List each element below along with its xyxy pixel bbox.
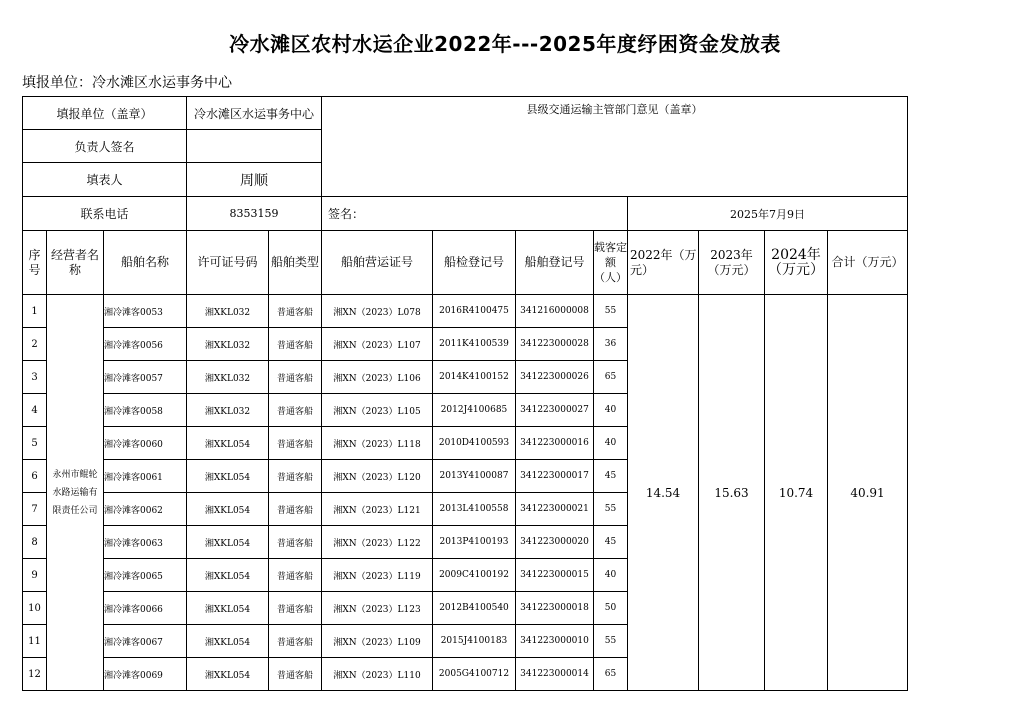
col-license: 许可证号码	[187, 231, 269, 295]
row-inspection: 2015J4100183	[433, 625, 516, 658]
row-seq: 5	[23, 427, 47, 460]
row-license: 湘XKL032	[187, 295, 269, 328]
row-ship-name: 湘冷滩客0063	[104, 526, 187, 559]
row-ship-name: 湘冷滩客0065	[104, 559, 187, 592]
row-inspection: 2009C4100192	[433, 559, 516, 592]
row-ship-type: 普通客船	[269, 295, 322, 328]
row-capacity: 40	[594, 394, 628, 427]
row-registration: 341223000016	[516, 427, 594, 460]
row-license: 湘XKL054	[187, 559, 269, 592]
row-license: 湘XKL054	[187, 658, 269, 691]
col-ship-type: 船舶类型	[269, 231, 322, 295]
row-seq: 3	[23, 361, 47, 394]
row-registration: 341223000010	[516, 625, 594, 658]
row-inspection: 2012J4100685	[433, 394, 516, 427]
leader-value	[187, 130, 322, 163]
row-ship-type: 普通客船	[269, 460, 322, 493]
row-registration: 341223000027	[516, 394, 594, 427]
row-ship-type: 普通客船	[269, 394, 322, 427]
row-license: 湘XKL054	[187, 625, 269, 658]
row-ship-type: 普通客船	[269, 526, 322, 559]
row-ship-type: 普通客船	[269, 427, 322, 460]
unit-label: 填报单位（盖章）	[23, 97, 187, 130]
leader-label: 负责人签名	[23, 130, 187, 163]
row-ship-name: 湘冷滩客0062	[104, 493, 187, 526]
col-capacity: 载客定额（人）	[594, 231, 628, 295]
col-seq: 序号	[23, 231, 47, 295]
row-capacity: 65	[594, 361, 628, 394]
row-inspection: 2013Y4100087	[433, 460, 516, 493]
row-capacity: 50	[594, 592, 628, 625]
col-total: 合计（万元）	[828, 231, 908, 295]
row-license: 湘XKL032	[187, 394, 269, 427]
row-ship-type: 普通客船	[269, 361, 322, 394]
row-seq: 6	[23, 460, 47, 493]
row-operation-cert: 湘XN（2023）L118	[322, 427, 433, 460]
dept-opinion: 县级交通运输主管部门意见（盖章）	[322, 97, 908, 197]
row-registration: 341223000017	[516, 460, 594, 493]
page-title: 冷水滩区农村水运企业2022年---2025年度纾困资金发放表	[229, 32, 781, 56]
reporting-unit-line: 填报单位：冷水滩区水运事务中心	[22, 75, 232, 91]
row-seq: 9	[23, 559, 47, 592]
row-capacity: 40	[594, 427, 628, 460]
row-license: 湘XKL054	[187, 460, 269, 493]
row-ship-type: 普通客船	[269, 559, 322, 592]
row-inspection: 2012B4100540	[433, 592, 516, 625]
operator-name: 永州市鲲轮水路运输有限责任公司	[47, 295, 104, 691]
row-license: 湘XKL032	[187, 328, 269, 361]
row-registration: 341223000020	[516, 526, 594, 559]
unit-value: 冷水滩区水运事务中心	[187, 97, 322, 130]
row-inspection: 2016R4100475	[433, 295, 516, 328]
total-2024: 10.74	[765, 295, 828, 691]
filler-value: 周顺	[187, 163, 322, 197]
row-ship-name: 湘冷滩客0057	[104, 361, 187, 394]
col-operation-cert: 船舶营运证号	[322, 231, 433, 295]
row-seq: 8	[23, 526, 47, 559]
row-operation-cert: 湘XN（2023）L109	[322, 625, 433, 658]
row-seq: 7	[23, 493, 47, 526]
row-registration: 341216000008	[516, 295, 594, 328]
phone-label: 联系电话	[23, 197, 187, 231]
row-inspection: 2011K4100539	[433, 328, 516, 361]
row-capacity: 55	[594, 493, 628, 526]
row-license: 湘XKL054	[187, 526, 269, 559]
col-inspection: 船检登记号	[433, 231, 516, 295]
row-license: 湘XKL032	[187, 361, 269, 394]
phone-value: 8353159	[187, 197, 322, 231]
row-registration: 341223000028	[516, 328, 594, 361]
row-ship-name: 湘冷滩客0060	[104, 427, 187, 460]
row-operation-cert: 湘XN（2023）L121	[322, 493, 433, 526]
total-2022: 14.54	[628, 295, 699, 691]
total-sum: 40.91	[828, 295, 908, 691]
subsidy-table	[22, 96, 908, 691]
row-seq: 2	[23, 328, 47, 361]
row-capacity: 45	[594, 526, 628, 559]
row-operation-cert: 湘XN（2023）L106	[322, 361, 433, 394]
row-ship-type: 普通客船	[269, 625, 322, 658]
row-registration: 341223000026	[516, 361, 594, 394]
row-license: 湘XKL054	[187, 427, 269, 460]
filler-label: 填表人	[23, 163, 187, 197]
row-capacity: 45	[594, 460, 628, 493]
row-ship-type: 普通客船	[269, 592, 322, 625]
row-operation-cert: 湘XN（2023）L078	[322, 295, 433, 328]
row-operation-cert: 湘XN（2023）L120	[322, 460, 433, 493]
row-capacity: 55	[594, 625, 628, 658]
col-2024: 2024年（万元）	[765, 231, 828, 295]
row-operation-cert: 湘XN（2023）L107	[322, 328, 433, 361]
row-capacity: 36	[594, 328, 628, 361]
row-ship-type: 普通客船	[269, 328, 322, 361]
row-operation-cert: 湘XN（2023）L122	[322, 526, 433, 559]
row-inspection: 2010D4100593	[433, 427, 516, 460]
row-operation-cert: 湘XN（2023）L123	[322, 592, 433, 625]
row-inspection: 2014K4100152	[433, 361, 516, 394]
row-ship-type: 普通客船	[269, 658, 322, 691]
row-operation-cert: 湘XN（2023）L119	[322, 559, 433, 592]
row-inspection: 2013L4100558	[433, 493, 516, 526]
row-seq: 4	[23, 394, 47, 427]
sign-label: 签名：	[322, 197, 628, 231]
row-ship-name: 湘冷滩客0058	[104, 394, 187, 427]
row-license: 湘XKL054	[187, 592, 269, 625]
row-seq: 11	[23, 625, 47, 658]
row-registration: 341223000021	[516, 493, 594, 526]
col-operator: 经营者名称	[47, 231, 104, 295]
row-ship-name: 湘冷滩客0056	[104, 328, 187, 361]
row-registration: 341223000014	[516, 658, 594, 691]
table-row	[23, 295, 908, 328]
row-seq: 12	[23, 658, 47, 691]
row-ship-name: 湘冷滩客0069	[104, 658, 187, 691]
row-operation-cert: 湘XN（2023）L110	[322, 658, 433, 691]
row-ship-name: 湘冷滩客0053	[104, 295, 187, 328]
row-license: 湘XKL054	[187, 493, 269, 526]
row-operation-cert: 湘XN（2023）L105	[322, 394, 433, 427]
row-inspection: 2013P4100193	[433, 526, 516, 559]
row-ship-type: 普通客船	[269, 493, 322, 526]
row-seq: 1	[23, 295, 47, 328]
row-capacity: 55	[594, 295, 628, 328]
col-2023: 2023年（万元）	[699, 231, 765, 295]
col-2022: 2022年（万元）	[628, 231, 699, 295]
row-capacity: 40	[594, 559, 628, 592]
row-inspection: 2005G4100712	[433, 658, 516, 691]
col-registration: 船舶登记号	[516, 231, 594, 295]
row-seq: 10	[23, 592, 47, 625]
row-ship-name: 湘冷滩客0066	[104, 592, 187, 625]
date: 2025年7月9日	[628, 197, 908, 231]
col-ship-name: 船舶名称	[104, 231, 187, 295]
row-ship-name: 湘冷滩客0061	[104, 460, 187, 493]
row-capacity: 65	[594, 658, 628, 691]
row-ship-name: 湘冷滩客0067	[104, 625, 187, 658]
total-2023: 15.63	[699, 295, 765, 691]
row-registration: 341223000015	[516, 559, 594, 592]
row-registration: 341223000018	[516, 592, 594, 625]
